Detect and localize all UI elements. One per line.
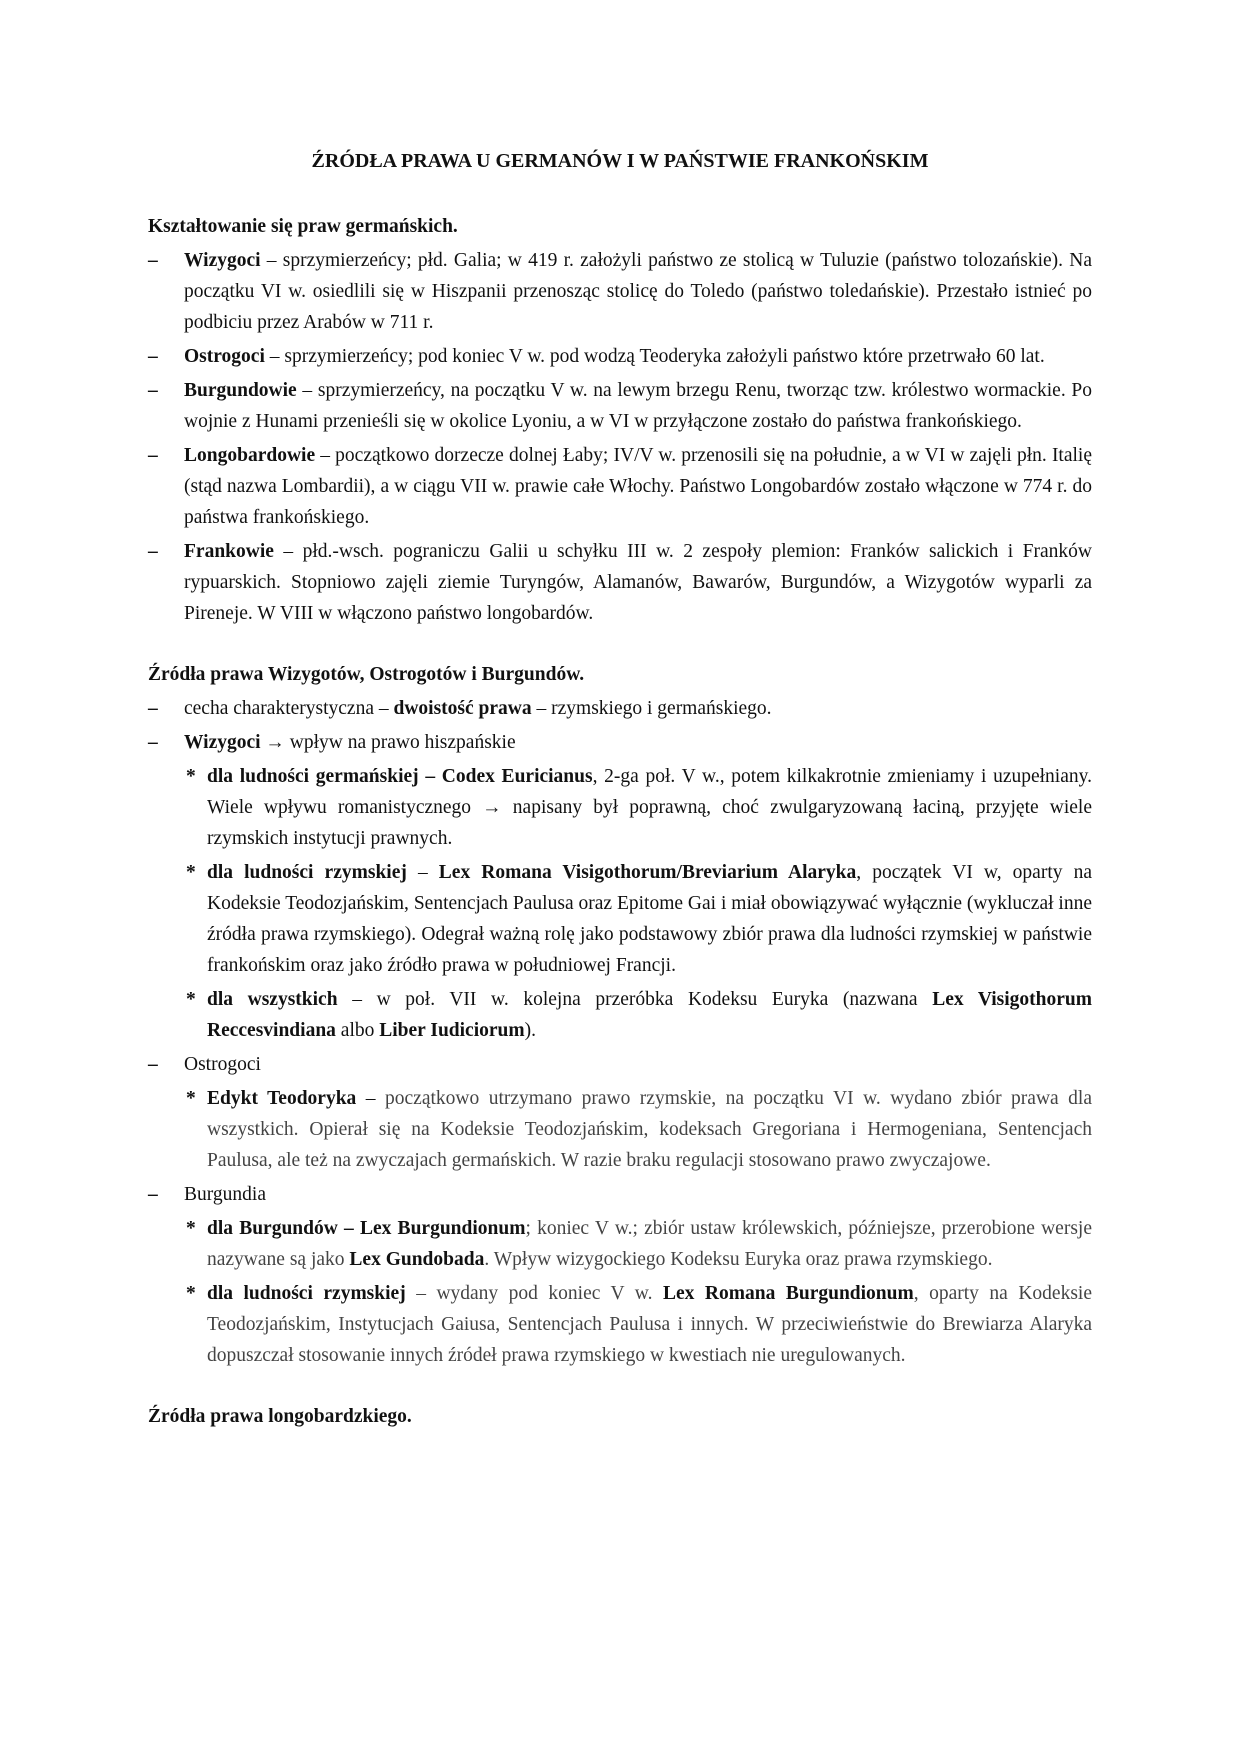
dash-bullet-icon: –	[148, 445, 158, 466]
text-run: –	[356, 1088, 386, 1109]
bold-text: Ostrogoci	[184, 346, 265, 367]
dash-list-item	[148, 536, 1092, 629]
dash-bullet-icon: –	[148, 250, 158, 271]
star-sub-item	[148, 1213, 1092, 1275]
bold-text: Lex Visigothorum Reccesvindiana	[207, 989, 1092, 1041]
star-sub-item	[148, 1083, 1092, 1176]
dash-bullet-icon: –	[148, 380, 158, 401]
text-run: – sprzymierzeńcy; pod koniec V w. pod wodzą Teoderyka założyli państwo które przetrwało 60 lat.	[264, 346, 1045, 367]
asterisk-bullet-icon: *	[186, 862, 196, 883]
dash-list-item	[148, 1179, 1092, 1210]
document-body	[148, 211, 1092, 1432]
dash-list-item	[148, 440, 1092, 533]
dash-list-item	[148, 1049, 1092, 1080]
bold-text: dwoistość prawa	[393, 698, 532, 719]
text-run: –	[406, 862, 439, 883]
text-run: – w poł. VII w. kolejna przeróbka Kodeksu Euryka (nazwana	[337, 989, 933, 1010]
bold-text: Wizygoci	[184, 732, 261, 753]
bold-text: dla Burgundów – Lex Burgundionum	[207, 1218, 526, 1239]
text-run: – sprzymierzeńcy, na początku V w. na lewym brzegu Renu, tworząc tzw. królestwo wormackie. Po wojnie z Hunami przenieśli się w okolice Lyoniu, a w VI w przyłączone zostało do państwa frankońskiego.	[184, 380, 1092, 432]
text-run: . Wpływ wizygockiego Kodeksu Euryka oraz prawa rzymskiego.	[484, 1249, 993, 1270]
bold-text: Lex Romana Visigothorum/Breviarium Alaryka	[438, 862, 857, 883]
dash-list-item	[148, 375, 1092, 437]
dash-list-item	[148, 693, 1092, 724]
text-run: – początkowo dorzecze dolnej Łaby; IV/V w. przenosili się na południe, a w VI w zajęli płn. Italię (stąd nazwa Lombardii), a w ciągu VII w. prawie całe Włochy. Państwo Longobardów zostało włączone w 774 r. do państwa frankońskiego.	[184, 445, 1092, 528]
bold-text: dla ludności germańskiej – Codex Euricianus	[207, 766, 593, 787]
dash-bullet-icon: –	[148, 541, 158, 562]
star-sub-item	[148, 857, 1092, 981]
text-run: ).	[524, 1020, 536, 1041]
dash-list-item	[148, 341, 1092, 372]
bold-text: Lex Romana Burgundionum	[663, 1283, 914, 1304]
text-run: ; koniec V w.; zbiór ustaw królewskich, późniejsze, przerobione wersje nazywane są jako	[207, 1218, 1092, 1270]
bold-text: Burgundowie	[184, 380, 297, 401]
dash-bullet-icon: –	[148, 346, 158, 367]
dash-bullet-icon: –	[148, 1054, 158, 1075]
section	[148, 211, 1092, 629]
bold-text: Wizygoci	[184, 250, 261, 271]
bold-text: dla ludności rzymskiej	[207, 862, 407, 883]
section	[148, 659, 1092, 1371]
bold-text: Lex Gundobada	[349, 1249, 485, 1270]
section	[148, 1401, 1092, 1432]
document-page	[148, 146, 1092, 1462]
text-run: albo	[335, 1020, 380, 1041]
text-run: , początek VI w, oparty na Kodeksie Teodozjańskim, Sentencjach Paulusa oraz Epitome Gai i miał obowiązywać wyłącznie (wykluczał inne źródła prawa rzymskiego). Odegrał ważną rolę jako podstawowy zbiór prawa dla ludności rzymskiej w państwie frankońskim oraz jako źródło prawa w południowej Francji.	[207, 862, 1092, 976]
text-run: – sprzymierzeńcy; płd. Galia; w 419 r. założyli państwo ze stolicą w Tuluzie (państwo tolozańskie). Na początku VI w. osiedlili się w Hiszpanii przenosząc stolicę do Toledo (państwo toledańskie). Przestało istnieć po podbiciu przez Arabów w 711 r.	[184, 250, 1092, 333]
dash-bullet-icon: –	[148, 1184, 158, 1205]
text-run: Burgundia	[184, 1184, 266, 1205]
asterisk-bullet-icon: *	[186, 989, 196, 1010]
text-run: cecha charakterystyczna –	[184, 698, 394, 719]
text-run: – rzymskiego i germańskiego.	[531, 698, 772, 719]
bold-text: dla ludności rzymskiej	[207, 1283, 406, 1304]
star-sub-item	[148, 984, 1092, 1046]
text-run: → wpływ na prawo hiszpańskie	[260, 732, 516, 753]
text-run: Ostrogoci	[184, 1054, 261, 1075]
text-run: , 2-ga poł. V w., potem kilkakrotnie zmieniamy i uzupełniany. Wiele wpływu romanistycznego → napisany był poprawną, choć zwulgaryzowaną łaciną, przyjęte wiele rzymskich instytucji prawnych.	[207, 766, 1092, 849]
star-sub-item	[148, 1278, 1092, 1371]
text-run: – płd.-wsch. pograniczu Galii u schyłku III w. 2 zespoły plemion: Franków salickich i Franków rypuarskich. Stopniowo zajęli ziemie Turyngów, Alamanów, Bawarów, Burgundów, a Wizygotów wyparli za Pireneje. W VIII w włączono państwo longobardów.	[184, 541, 1092, 624]
bold-text: dla wszystkich	[207, 989, 338, 1010]
text-run: , oparty na Kodeksie Teodozjańskim, Instytucjach Gaiusa, Sentencjach Paulusa i innych. W przeciwieństwie do Brewiarza Alaryka dopuszczał stosowanie innych źródeł prawa rzymskiego w kwestiach nie uregulowanych.	[207, 1283, 1092, 1366]
bold-text: Liber Iudiciorum	[379, 1020, 525, 1041]
asterisk-bullet-icon: *	[186, 1218, 196, 1239]
dash-list-item	[148, 727, 1092, 758]
dash-list-item	[148, 245, 1092, 338]
text-run: – wydany pod koniec V w.	[405, 1283, 663, 1304]
asterisk-bullet-icon: *	[186, 1088, 196, 1109]
star-sub-item	[148, 761, 1092, 854]
dash-bullet-icon: –	[148, 698, 158, 719]
section-heading: Źródła prawa Wizygotów, Ostrogotów i Burgundów.	[148, 664, 585, 685]
bold-text: Frankowie	[184, 541, 274, 562]
text-run: Edykt Teodoryka	[207, 1088, 357, 1109]
dash-bullet-icon: –	[148, 732, 158, 753]
section-heading: Kształtowanie się praw germańskich.	[148, 216, 458, 237]
section-heading: Źródła prawa longobardzkiego.	[148, 1406, 412, 1427]
text-run: początkowo utrzymano prawo rzymskie, na początku VI w. wydano zbiór prawa dla wszystkich. Opierał się na Kodeksie Teodozjańskim, kodeksach Gregoriana i Hermogeniana, Sentencjach Paulusa, ale też na zwyczajach germańskich. W razie braku regulacji stosowano prawo zwyczajowe.	[207, 1088, 1092, 1171]
asterisk-bullet-icon: *	[186, 766, 196, 787]
bold-text: Longobardowie	[184, 445, 316, 466]
document-title: ŹRÓDŁA PRAWA U GERMANÓW I W PAŃSTWIE FRANKOŃSKIM	[311, 150, 929, 172]
asterisk-bullet-icon: *	[186, 1283, 196, 1304]
